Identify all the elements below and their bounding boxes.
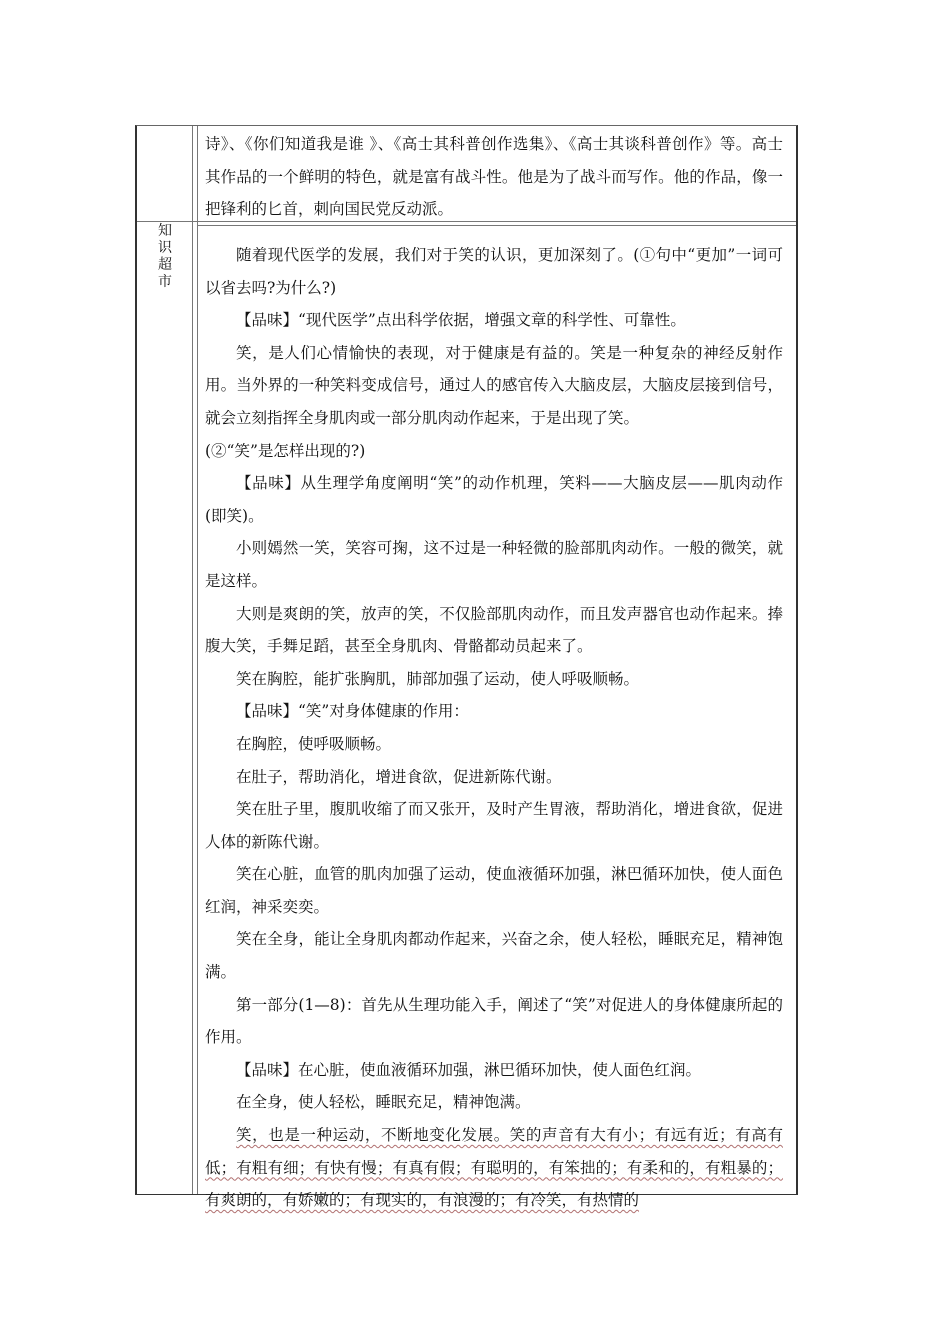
paragraph: 随着现代医学的发展，我们对于笑的认识，更加深刻了。(①句中“更加”一词可以省去吗?为什么?) xyxy=(205,246,783,297)
top-cell xyxy=(205,128,783,226)
label-char: 超 xyxy=(158,257,172,273)
column-divider-outer xyxy=(192,126,193,1194)
main-cell xyxy=(205,239,783,1217)
column-divider-inner xyxy=(197,126,198,1194)
paragraph: 笑在全身，能让全身肌肉都动作起来，兴奋之余，使人轻松，睡眠充足，精神饱满。 xyxy=(205,930,783,982)
paragraph: 在胸腔，使呼吸顺畅。 xyxy=(236,734,392,753)
paragraph: 笑在胸腔，能扩张胸肌，肺部加强了运动，使人呼吸顺畅。 xyxy=(236,669,640,688)
paragraph: 大则是爽朗的笑，放声的笑，不仅脸部肌肉动作，而且发声器官也动作起来。捧腹大笑，手舞足蹈，甚至全身肌肉、骨骼都动员起来了。 xyxy=(205,604,783,656)
content-table xyxy=(135,125,798,1210)
commentary: 【品味】从生理学角度阐明“笑”的动作机理，笑料——大脑皮层——肌肉动作(即笑)。 xyxy=(205,474,783,525)
paragraph: 在全身，使人轻松，睡眠充足，精神饱满。 xyxy=(236,1093,531,1112)
commentary: 【品味】在心脏，使血液循环加强，淋巴循环加快，使人面色红润。 xyxy=(236,1060,702,1079)
author-works-paragraph: 诗》、《你们知道我是谁 》、《高士其科普创作选集》、《高士其谈科普创作》等。高士其作品的一个鲜明的特色，就是富有战斗性。他是为了战斗而写作。他的作品，像一把锋利的匕首，刺向国民党反动派。 xyxy=(205,135,783,219)
paragraph: 小则嫣然一笑，笑容可掬，这不过是一种轻微的脸部肌肉动作。一般的微笑，就是这样。 xyxy=(205,539,783,590)
label-char: 市 xyxy=(158,274,172,290)
commentary: 【品味】“现代医学”点出科学依据，增强文章的科学性、可靠性。 xyxy=(236,311,686,330)
paragraph: 笑在肚子里，腹肌收缩了而又张开，及时产生胃液，帮助消化，增进食欲，促进人体的新陈代谢。 xyxy=(205,800,783,851)
label-char: 识 xyxy=(158,240,172,256)
paragraph: 笑，是人们心情愉快的表现，对于健康是有益的。笑是一种复杂的神经反射作用。当外界的一种笑料变成信号，通过人的感官传入大脑皮层，大脑皮层接到信号，就会立刻指挥全身肌肉或一部分肌肉动作起来，于是出现了笑。 xyxy=(205,343,783,427)
paragraph: 笑，也是一种运动，不断地变化发展。笑的声音有大有小；有远有近；有高有低；有粗有细；有快有慢；有真有假；有聪明的，有笨拙的；有柔和的，有粗暴的；有爽朗的，有娇嫩的；有现实的，有浪漫的；有冷笑，有热情的 xyxy=(205,1126,783,1210)
commentary: 【品味】“笑”对身体健康的作用： xyxy=(236,702,469,721)
paragraph: 在肚子，帮助消化，增进食欲，促进新陈代谢。 xyxy=(236,767,562,786)
question: (②“笑”是怎样出现的?) xyxy=(205,441,366,460)
paragraph: 笑在心脏，血管的肌肉加强了运动，使血液循环加强，淋巴循环加快，使人面色红润，神采奕奕。 xyxy=(205,865,783,916)
section-label xyxy=(156,223,174,291)
label-char: 知 xyxy=(158,223,172,239)
paragraph: 第一部分(1—8)：首先从生理功能入手，阐述了“笑”对促进人的身体健康所起的作用。 xyxy=(205,995,783,1047)
